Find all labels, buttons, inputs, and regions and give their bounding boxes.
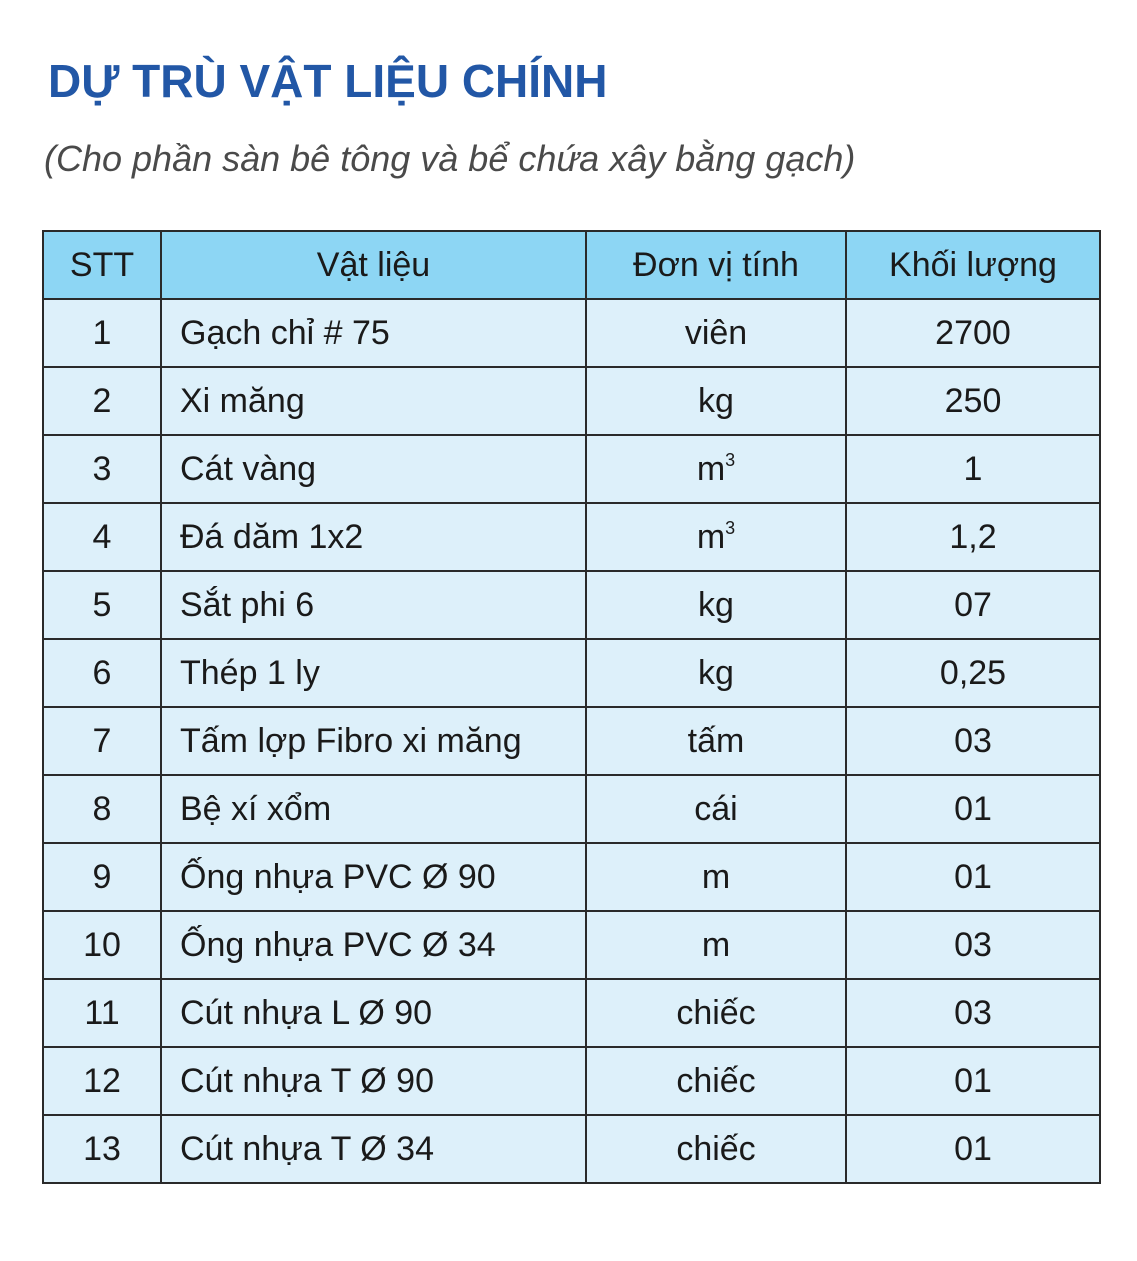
cell-material: Thép 1 ly bbox=[161, 639, 586, 707]
cell-quantity: 1 bbox=[846, 435, 1100, 503]
header-stt: STT bbox=[43, 231, 161, 299]
cell-stt: 4 bbox=[43, 503, 161, 571]
table-row bbox=[43, 775, 1100, 843]
unit-text: cái bbox=[694, 789, 738, 828]
cell-material: Cút nhựa T Ø 34 bbox=[161, 1115, 586, 1183]
cell-material: Bệ xí xổm bbox=[161, 775, 586, 843]
cell-quantity: 01 bbox=[846, 843, 1100, 911]
cell-unit bbox=[586, 299, 846, 367]
unit-superscript: 3 bbox=[725, 449, 736, 470]
table-row bbox=[43, 435, 1100, 503]
cell-unit bbox=[586, 775, 846, 843]
table-row bbox=[43, 979, 1100, 1047]
table-row bbox=[43, 707, 1100, 775]
cell-quantity: 250 bbox=[846, 367, 1100, 435]
unit-text: kg bbox=[698, 381, 734, 420]
cell-unit bbox=[586, 979, 846, 1047]
table-row bbox=[43, 299, 1100, 367]
cell-unit bbox=[586, 707, 846, 775]
cell-unit bbox=[586, 1047, 846, 1115]
unit-text: chiếc bbox=[676, 993, 756, 1032]
cell-material: Cút nhựa L Ø 90 bbox=[161, 979, 586, 1047]
cell-quantity: 0,25 bbox=[846, 639, 1100, 707]
cell-stt: 5 bbox=[43, 571, 161, 639]
cell-quantity: 01 bbox=[846, 1047, 1100, 1115]
materials-table bbox=[42, 230, 1101, 1184]
cell-material: Tấm lợp Fibro xi măng bbox=[161, 707, 586, 775]
table-row bbox=[43, 843, 1100, 911]
cell-material: Xi măng bbox=[161, 367, 586, 435]
cell-unit bbox=[586, 367, 846, 435]
unit-text: m bbox=[696, 517, 726, 556]
table-row bbox=[43, 503, 1100, 571]
cell-material: Sắt phi 6 bbox=[161, 571, 586, 639]
cell-stt: 13 bbox=[43, 1115, 161, 1183]
unit-superscript: 3 bbox=[725, 517, 736, 538]
cell-unit bbox=[586, 1115, 846, 1183]
cell-stt: 1 bbox=[43, 299, 161, 367]
unit-text: viên bbox=[684, 313, 748, 352]
cell-unit bbox=[586, 435, 846, 503]
cell-stt: 9 bbox=[43, 843, 161, 911]
cell-quantity: 03 bbox=[846, 707, 1100, 775]
table-row bbox=[43, 367, 1100, 435]
cell-material: Ống nhựa PVC Ø 34 bbox=[161, 911, 586, 979]
cell-quantity: 01 bbox=[846, 1115, 1100, 1183]
table-row bbox=[43, 911, 1100, 979]
header-material: Vật liệu bbox=[161, 231, 586, 299]
cell-stt: 6 bbox=[43, 639, 161, 707]
unit-text: m bbox=[696, 449, 726, 488]
cell-quantity: 01 bbox=[846, 775, 1100, 843]
unit-text: tấm bbox=[687, 721, 745, 760]
cell-quantity: 03 bbox=[846, 911, 1100, 979]
cell-quantity: 07 bbox=[846, 571, 1100, 639]
table-header-row bbox=[43, 231, 1100, 299]
cell-unit bbox=[586, 503, 846, 571]
table-row bbox=[43, 1115, 1100, 1183]
header-quantity: Khối lượng bbox=[846, 231, 1100, 299]
cell-unit bbox=[586, 571, 846, 639]
cell-stt: 11 bbox=[43, 979, 161, 1047]
table-row bbox=[43, 1047, 1100, 1115]
cell-quantity: 1,2 bbox=[846, 503, 1100, 571]
table-row bbox=[43, 571, 1100, 639]
cell-stt: 2 bbox=[43, 367, 161, 435]
cell-stt: 8 bbox=[43, 775, 161, 843]
cell-material: Ống nhựa PVC Ø 90 bbox=[161, 843, 586, 911]
cell-stt: 7 bbox=[43, 707, 161, 775]
cell-unit bbox=[586, 911, 846, 979]
cell-material: Gạch chỉ # 75 bbox=[161, 299, 586, 367]
table-body bbox=[43, 299, 1100, 1183]
unit-text: chiếc bbox=[676, 1061, 756, 1100]
cell-quantity: 03 bbox=[846, 979, 1100, 1047]
cell-stt: 10 bbox=[43, 911, 161, 979]
header-unit: Đơn vị tính bbox=[586, 231, 846, 299]
cell-unit bbox=[586, 639, 846, 707]
cell-quantity: 2700 bbox=[846, 299, 1100, 367]
unit-text: m bbox=[701, 857, 731, 896]
cell-unit bbox=[586, 843, 846, 911]
unit-text: kg bbox=[698, 585, 734, 624]
cell-stt: 3 bbox=[43, 435, 161, 503]
cell-material: Cát vàng bbox=[161, 435, 586, 503]
unit-text: chiếc bbox=[676, 1129, 756, 1168]
cell-material: Đá dăm 1x2 bbox=[161, 503, 586, 571]
unit-text: m bbox=[701, 925, 731, 964]
unit-text: kg bbox=[698, 653, 734, 692]
page-subtitle: (Cho phần sàn bê tông và bể chứa xây bằng gạch) bbox=[44, 138, 856, 179]
cell-stt: 12 bbox=[43, 1047, 161, 1115]
table-row bbox=[43, 639, 1100, 707]
cell-material: Cút nhựa T Ø 90 bbox=[161, 1047, 586, 1115]
page-title: DỰ TRÙ VẬT LIỆU CHÍNH bbox=[48, 55, 608, 107]
